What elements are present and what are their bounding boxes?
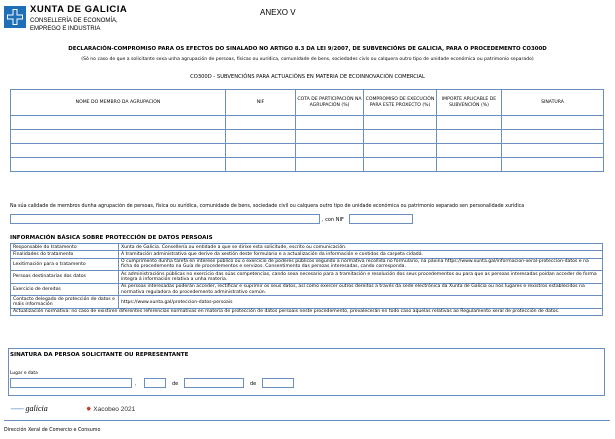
normative-update: Actualización normativa: no caso de existiren diferentes referencias normativas en materia de protección de datos persoais neste procedemento, prevalecerán en todo caso aquelas relativas ao Regulamento xeral de protección de datos.	[11, 308, 603, 315]
header-nif: NIF	[226, 90, 296, 116]
nif-label: , con NIF	[322, 217, 344, 223]
org-dept-line1: CONSELLERÍA DE ECONOMÍA,	[30, 18, 118, 24]
subsidy-cell[interactable]	[437, 116, 502, 130]
protection-key: Persoas destinatarias dos datos	[11, 271, 119, 284]
header-execution-commitment: COMPROMISO DE EXECUCIÓN PARA ESTE PROXECTO (%)	[364, 90, 437, 116]
protection-key: Lexitimación para o tratamento	[11, 258, 119, 271]
date-separator-de: de	[250, 381, 257, 387]
table-row	[11, 308, 603, 315]
commitment-cell[interactable]	[364, 116, 437, 130]
member-name-cell[interactable]	[11, 116, 226, 130]
protection-link[interactable]: https://www.xunta.gal/proteccion-datos-persoais	[119, 296, 603, 309]
org-dept-line2: EMPREGO E INDUSTRIA	[30, 25, 101, 32]
members-table-header	[11, 90, 604, 116]
table-row	[11, 251, 603, 258]
member-statement: Na súa calidade de membros dunha agrupación de persoas, física ou xurídica, comunidade de bens, sociedade civil ou calquera outro tipo de unidade económica ou patrimonio separado sen personalidade xurídica	[10, 204, 525, 209]
member-name-cell[interactable]	[11, 144, 226, 158]
table-row	[11, 130, 604, 144]
commitment-cell[interactable]	[364, 144, 437, 158]
month-input[interactable]	[184, 378, 244, 388]
xunta-logo-icon	[4, 6, 26, 28]
declaration-note: (Só no caso de que a solicitante sexa unha agrupación de persoas, físicas ou xurídica, comunidade de bens, sociedades civís ou calquera outro tipo de unidade económica ou patrimonio separado)	[81, 57, 534, 62]
header-signature: SINATURA	[502, 90, 604, 116]
signature-cell[interactable]	[502, 144, 604, 158]
group-nif-input[interactable]	[349, 214, 413, 224]
subsidy-cell[interactable]	[437, 158, 502, 172]
member-name-cell[interactable]	[11, 130, 226, 144]
nif-cell[interactable]	[226, 116, 296, 130]
table-row	[11, 244, 603, 251]
place-input[interactable]	[10, 378, 132, 388]
table-row	[11, 158, 604, 172]
commitment-cell[interactable]	[364, 130, 437, 144]
group-name-input[interactable]	[10, 214, 320, 224]
protection-value: O cumprimento dunha tarefa en interese público ou o exercicio de poderes públicos segundo a normativa recollida no formulario, na páxina https://www.xunta.gal/informacion-xeral-proteccion-datos e na ficha do procedemento na Guía de procedementos e servizos. Consentimento das persoas interesadas, cando corresponda.	[119, 258, 603, 271]
table-row	[11, 283, 603, 296]
galicia-logo	[10, 403, 48, 414]
protection-value: A tramitación administrativa que derive da xestión deste formulario e a actualización da información e contidos da carpeta cidadá.	[119, 251, 603, 258]
nif-cell[interactable]	[226, 158, 296, 172]
day-input[interactable]	[144, 378, 166, 388]
date-separator-de: de	[172, 381, 179, 387]
nif-cell[interactable]	[226, 130, 296, 144]
subsidy-cell[interactable]	[437, 130, 502, 144]
participation-cell[interactable]	[296, 144, 364, 158]
participation-cell[interactable]	[296, 130, 364, 144]
signature-cell[interactable]	[502, 130, 604, 144]
signature-title: SINATURA DA PERSOA SOLICITANTE OU REPRESENTANTE	[10, 352, 189, 358]
table-row	[11, 144, 604, 158]
protection-value: As administracións públicas no exercicio das súas competencias, cando sexa necesario para a tramitación e resolución dos seus procedementos ou para que as persoas interesadas poidan acceder de forma íntegra á información relativa a unha materia.	[119, 271, 603, 284]
protection-key: Finalidades do tratamento	[11, 251, 119, 258]
commitment-cell[interactable]	[364, 158, 437, 172]
header-subsidy-amount: IMPORTE APLICABLE DE SUBVENCIÓN (%)	[437, 90, 502, 116]
protection-key: Contacto delegado de protección de datos e máis información	[11, 296, 119, 309]
header-member-name: NOME DO MEMBRO DA AGRUPACIÓN	[11, 90, 226, 116]
annex-label: ANEXO V	[260, 8, 296, 17]
procedure-title: CO300D - SUBVENCIÓNS PARA ACTUACIÓNS EN MATERIA DE ECOINNOVACIÓN COMERCIAL	[190, 74, 425, 80]
xacobeo-star-icon: ✸	[86, 406, 92, 413]
data-protection-title: INFORMACIÓN BÁSICA SOBRE PROTECCIÓN DE DATOS PERSOAIS	[10, 235, 213, 241]
galicia-logo-text: galicia	[25, 404, 48, 413]
member-name-cell[interactable]	[11, 158, 226, 172]
galicia-swoosh-icon: ⸺	[10, 404, 24, 413]
xacobeo-logo-text: Xacobeo 2021	[93, 406, 136, 413]
footer-divider	[4, 420, 610, 421]
table-row	[11, 258, 603, 271]
protection-value: As persoas interesadas poderán acceder, rectificar e suprimir os seus datos, así como exercer outros dereitos a través da sede electrónica da Xunta de Galicia ou nos lugares e rexistros establecidos na normativa reguladora do procedemento administrativo común.	[119, 283, 603, 296]
protection-key: Responsable do tratamento	[11, 244, 119, 251]
org-name: XUNTA DE GALICIA	[30, 4, 128, 15]
table-row	[11, 116, 604, 130]
participation-cell[interactable]	[296, 116, 364, 130]
xacobeo-logo	[86, 405, 135, 413]
org-department	[30, 18, 118, 33]
members-table	[10, 89, 604, 172]
nif-cell[interactable]	[226, 144, 296, 158]
data-protection-table	[10, 243, 603, 316]
participation-cell[interactable]	[296, 158, 364, 172]
signature-cell[interactable]	[502, 116, 604, 130]
subsidy-cell[interactable]	[437, 144, 502, 158]
department-name: Dirección Xeral de Comercio e Consumo	[4, 428, 101, 433]
protection-key: Exercicio de dereitos	[11, 283, 119, 296]
header-participation-share: COTA DE PARTICIPACIÓN NA AGRUPACIÓN (%)	[296, 90, 364, 116]
protection-value: Xunta de Galicia. Consellería ou entidade a que se dirixe esta solicitude, escrito ou comunicación.	[119, 244, 603, 251]
table-row	[11, 296, 603, 309]
place-date-label: Lugar e data	[10, 371, 38, 376]
year-input[interactable]	[262, 378, 294, 388]
signature-cell[interactable]	[502, 158, 604, 172]
date-separator-comma: ,	[135, 381, 137, 387]
declaration-title: DECLARACIÓN-COMPROMISO PARA OS EFECTOS DO SINALADO NO ARTIGO 8.3 DA LEI 9/2007, DE SUBVENCIÓNS DE GALICIA, PARA O PROCEDEMENTO CO300D	[68, 46, 547, 52]
table-row	[11, 271, 603, 284]
